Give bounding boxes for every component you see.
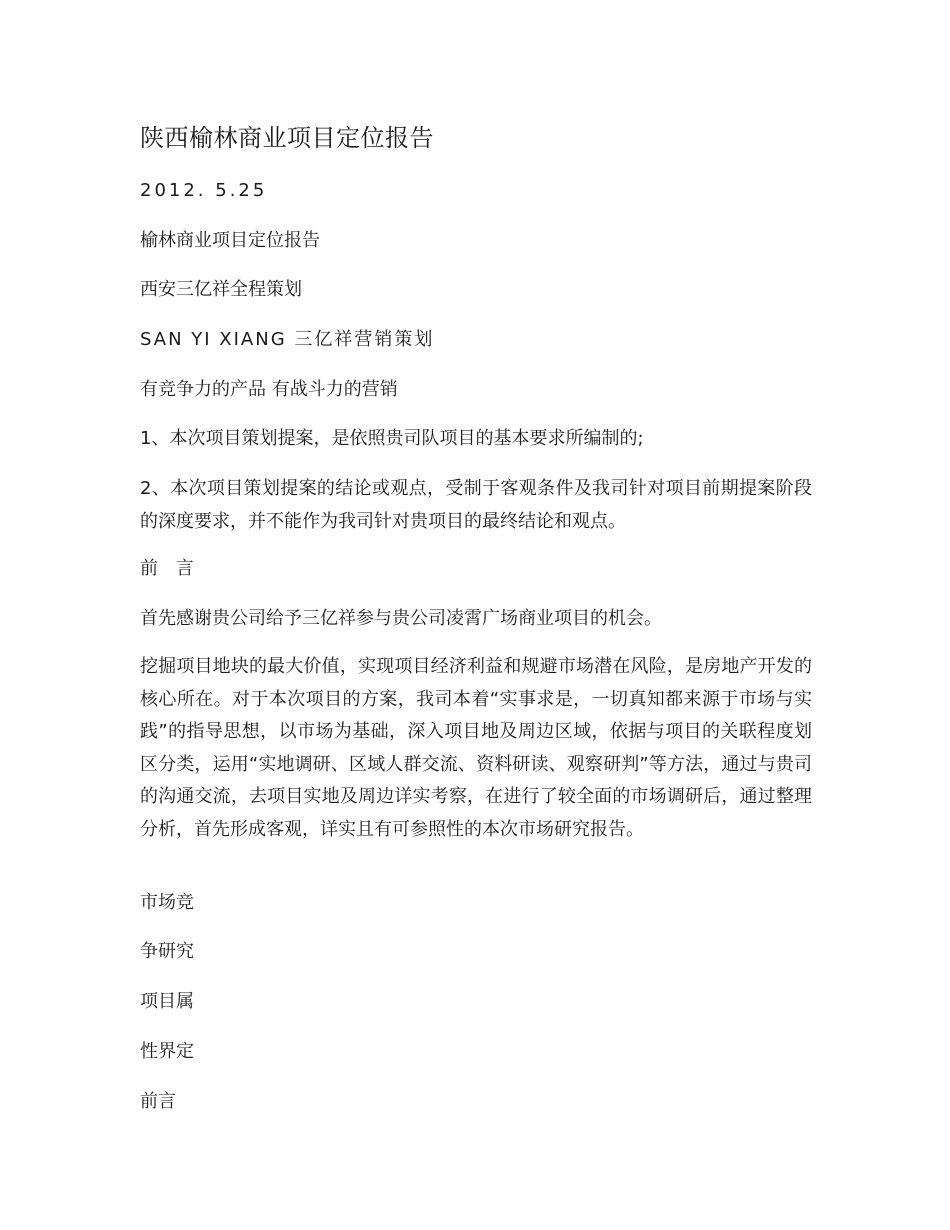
preface-heading: 前 言 [140,558,200,579]
toc-item: 争研究 [140,941,194,962]
toc-item: 项目属 [140,991,194,1012]
company-name: 西安三亿祥全程策划 [140,279,302,300]
note-1: 1、本次项目策划提案，是依照贵司队项目的基本要求所编制的; [140,428,644,449]
preface-paragraph-1: 首先感谢贵公司给予三亿祥参与贵公司凌霄广场商业项目的机会。 [140,608,662,629]
note-2: 2、本次项目策划提案的结论或观点，受制于客观条件及我司针对项目前期提案阶段的深度要求，并不能作为我司针对贵项目的最终结论和观点。 [140,478,812,532]
toc-item: 前言 [140,1091,176,1112]
document-date: 2012. 5.25 [140,180,268,201]
preface-paragraph-2: 挖掘项目地块的最大价值，实现项目经济利益和规避市场潜在风险，是房地产开发的核心所在。对于本次项目的方案，我司本着“实事求是，一切真知都来源于市场与实践”的指导思想，以市场为基础，深入项目地及周边区域，依据与项目的关联程度划区分类，运用“实地调研、区域人群交流、资料研读、观察研判”等方法，通过与贵司的沟通交流，去项目实地及周边详实考察，在进行了较全面的市场调研后，通过整理分析，首先形成客观，详实且有可参照性的本次市场研究报告。 [140,656,812,840]
document-title: 陕西榆林商业项目定位报告 [140,124,434,152]
brand-line: SAN YI XIANG 三亿祥营销策划 [140,329,435,350]
toc-item: 性界定 [140,1041,194,1062]
toc-item: 市场竞 [140,892,194,913]
document-subtitle: 榆林商业项目定位报告 [140,230,320,251]
slogan: 有竞争力的产品 有战斗力的营销 [140,379,398,400]
